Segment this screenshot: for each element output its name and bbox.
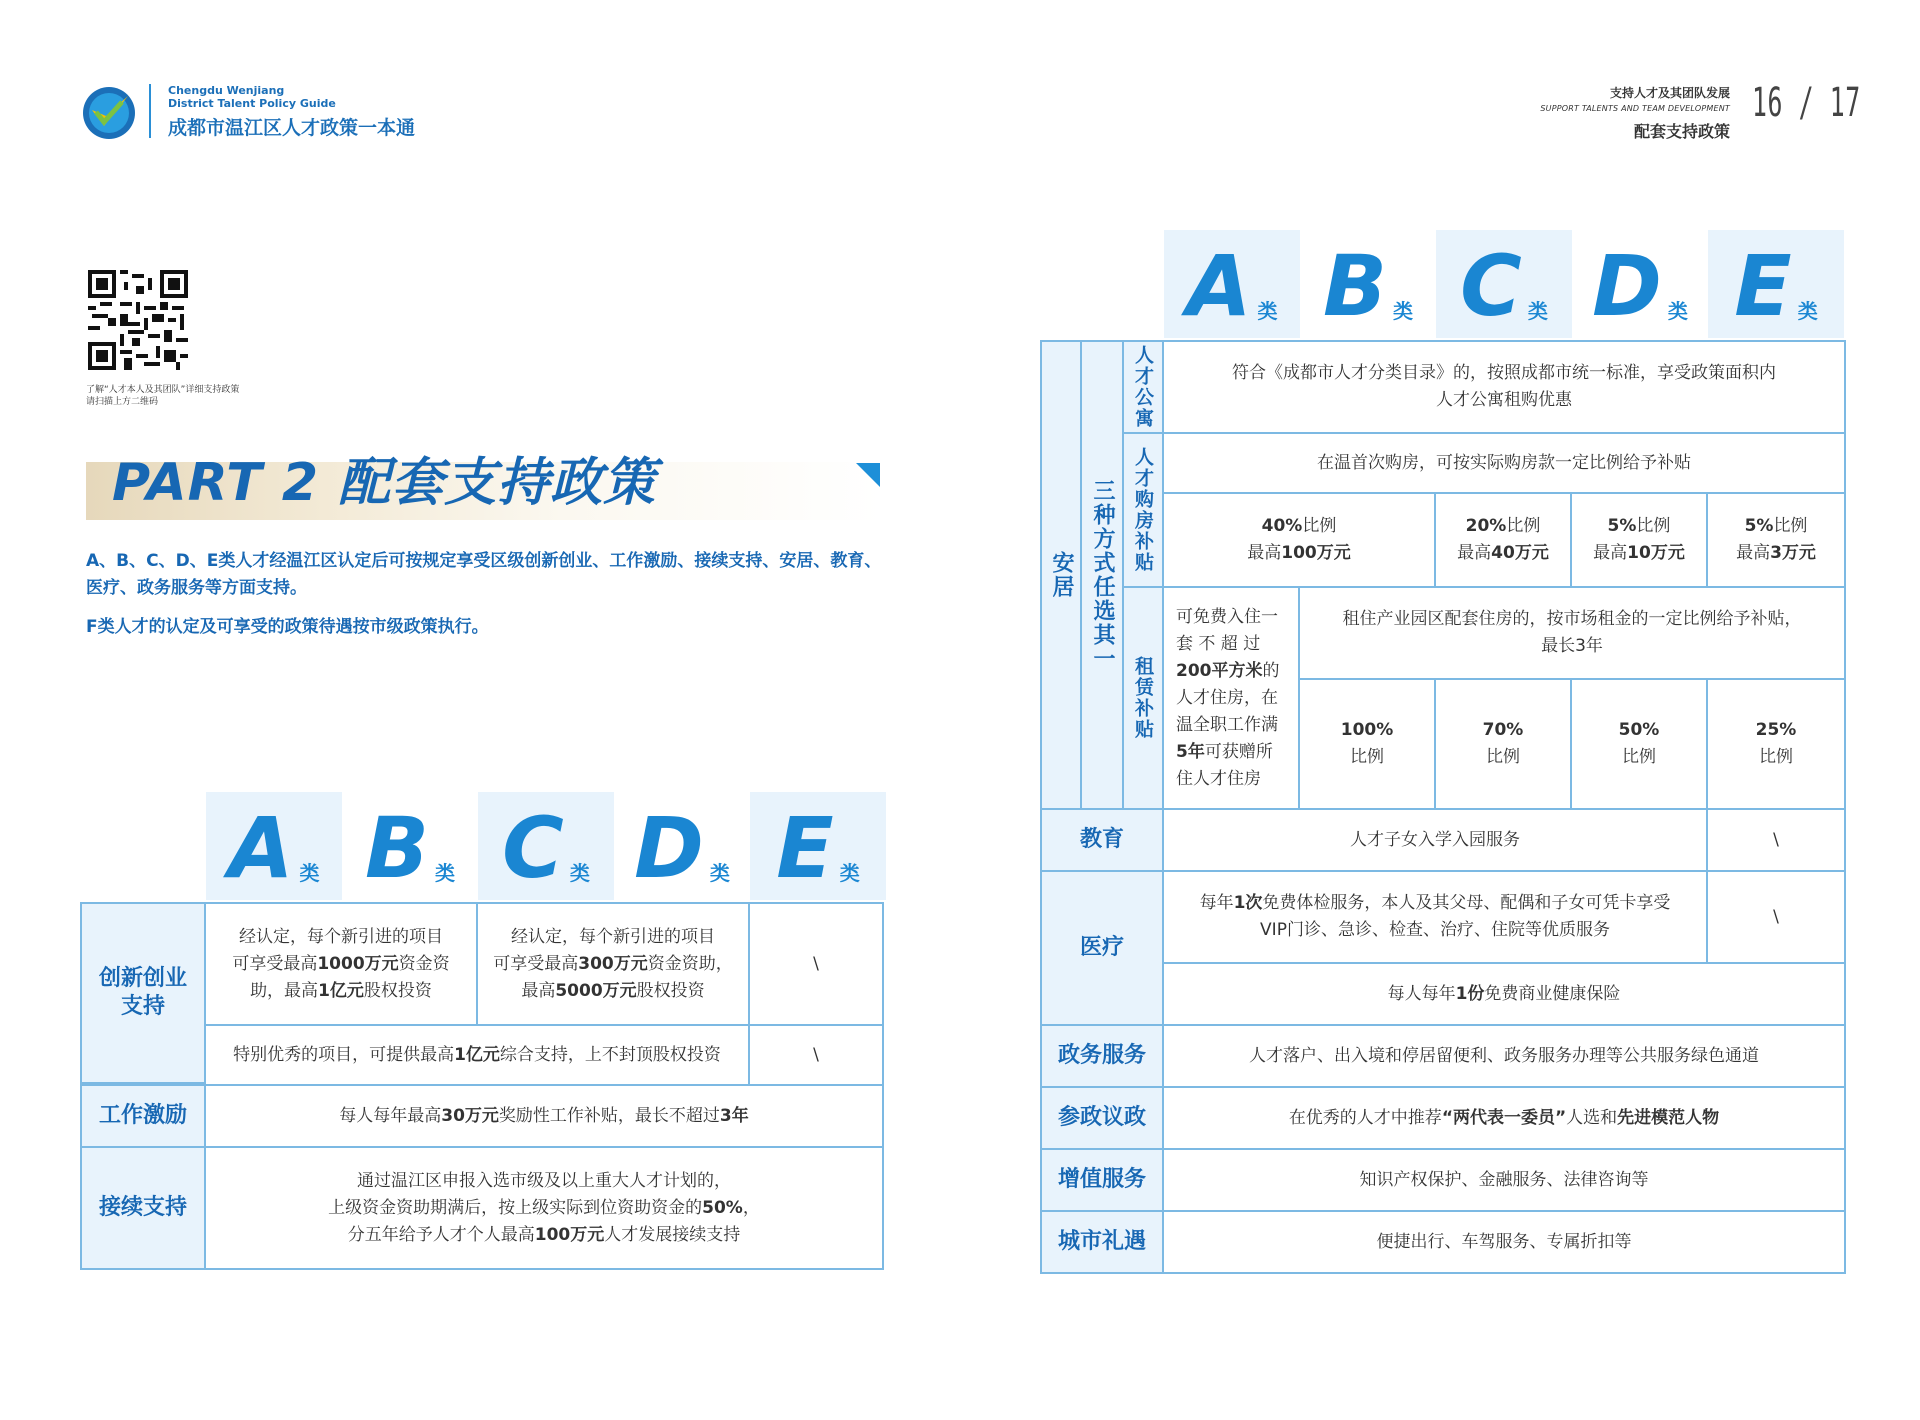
cell-house-purchase-intro: 在温首次购房，可按实际购房款一定比例给予补贴 bbox=[1162, 432, 1846, 494]
cell-special-e: \ bbox=[748, 1024, 884, 1086]
category-header-d-right: D 类 bbox=[1592, 237, 1688, 335]
category-header-a-right: A 类 bbox=[1164, 230, 1300, 338]
cell-medical-checkup: 每年1次免费体检服务，本人及其父母、配偶和子女可凭卡享受 VIP门诊、急诊、检查、治疗、住院等优质服务 bbox=[1162, 870, 1708, 964]
cell-innovation-ab: 经认定，每个新引进的项目 可享受最高1000万元资金资 助，最高1亿元股权投资 bbox=[204, 902, 478, 1026]
cell-special-project: 特别优秀的项目，可提供最高1亿元综合支持，上不封顶股权投资 bbox=[204, 1024, 750, 1086]
cell-purchase-d: 5%比例 最高10万元 bbox=[1570, 492, 1708, 588]
cell-education: 人才子女入学入园服务 bbox=[1162, 808, 1708, 872]
cell-innovation-cd: 经认定，每个新引进的项目 可享受最高300万元资金资助， 最高5000万元股权投资 bbox=[476, 902, 750, 1026]
cell-work-incentive: 每人每年最高30万元奖励性工作补贴，最长不超过3年 bbox=[204, 1084, 884, 1148]
logo-divider bbox=[149, 84, 151, 138]
page-number: 16 / 17 bbox=[1752, 80, 1861, 126]
cell-medical-insurance: 每人每年1份免费商业健康保险 bbox=[1162, 962, 1846, 1026]
housing-choose-one: 三种方式任选其一 bbox=[1080, 340, 1124, 810]
row-label-innovation: 创新创业支持 bbox=[80, 902, 206, 1084]
qr-caption: 了解“人才本人及其团队”详细支持政策 请扫描上方二维码 bbox=[86, 385, 240, 407]
cell-rent-d: 50% 比例 bbox=[1570, 678, 1708, 810]
logo-chinese-title: 成都市温江区人才政策一本通 bbox=[168, 117, 416, 139]
cell-rent-a: 可免费入住一 套 不 超 过 200平方米的 人才住房，在 温全职工作满 5年可获赠所 住人才住房 bbox=[1162, 586, 1300, 810]
cell-political: 在优秀的人才中推荐“两代表一委员”人选和先进模范人物 bbox=[1162, 1086, 1846, 1150]
row-label-continuation: 接续支持 bbox=[80, 1146, 206, 1270]
category-header-c-right: C 类 bbox=[1436, 230, 1572, 338]
row-label-talent-apartment: 人才公寓 bbox=[1122, 340, 1164, 434]
row-label-house-purchase: 人才购房补贴 bbox=[1122, 432, 1164, 588]
row-label-rent-subsidy: 租赁补贴 bbox=[1122, 586, 1164, 810]
category-header-a: A 类 bbox=[206, 792, 342, 900]
row-label-city-courtesy: 城市礼遇 bbox=[1040, 1210, 1164, 1274]
cell-education-e: \ bbox=[1706, 808, 1846, 872]
row-label-housing: 安居 bbox=[1040, 340, 1082, 810]
row-label-work-incentive: 工作激励 bbox=[80, 1084, 206, 1148]
part-title: PART 2 配套支持政策 bbox=[112, 453, 657, 513]
cell-innovation-e: \ bbox=[748, 902, 884, 1026]
row-label-political: 参政议政 bbox=[1040, 1086, 1164, 1150]
category-header-b-right: B 类 bbox=[1322, 237, 1414, 335]
district-logo-icon bbox=[82, 86, 136, 140]
cell-rent-intro: 租住产业园区配套住房的，按市场租金的一定比例给予补贴， 最长3年 bbox=[1298, 586, 1846, 680]
cell-rent-e: 25% 比例 bbox=[1706, 678, 1846, 810]
cell-purchase-c: 20%比例 最高40万元 bbox=[1434, 492, 1572, 588]
row-label-education: 教育 bbox=[1040, 808, 1164, 872]
category-header-e-right: E 类 bbox=[1708, 230, 1844, 338]
row-label-medical: 医疗 bbox=[1040, 870, 1164, 1026]
cell-rent-b: 100% 比例 bbox=[1298, 678, 1436, 810]
intro-paragraph: A、B、C、D、E类人才经温江区认定后可按规定享受区级创新创业、工作激励、接续支持、安居、教育、医疗、政务服务等方面支持。 bbox=[86, 551, 882, 598]
qr-code-icon[interactable] bbox=[88, 270, 188, 370]
section-header: 支持人才及其团队发展 SUPPORT TALENTS AND TEAM DEVELOPMENT 配套支持政策 bbox=[1540, 86, 1730, 141]
cell-purchase-ab: 40%比例 最高100万元 bbox=[1162, 492, 1436, 588]
row-label-value-added: 增值服务 bbox=[1040, 1148, 1164, 1212]
cell-medical-e: \ bbox=[1706, 870, 1846, 964]
intro-note: F类人才的认定及可享受的政策待遇按市级政策执行。 bbox=[86, 617, 489, 637]
cell-gov-services: 人才落户、出入境和停居留便利、政务服务办理等公共服务绿色通道 bbox=[1162, 1024, 1846, 1088]
cell-talent-apartment: 符合《成都市人才分类目录》的，按照成都市统一标准，享受政策面积内 人才公寓租购优惠 bbox=[1162, 340, 1846, 434]
category-header-b: B 类 bbox=[364, 799, 456, 897]
category-header-d: D 类 bbox=[634, 799, 730, 897]
category-header-c: C 类 bbox=[478, 792, 614, 900]
cell-value-added: 知识产权保护、金融服务、法律咨询等 bbox=[1162, 1148, 1846, 1212]
cell-purchase-e: 5%比例 最高3万元 bbox=[1706, 492, 1846, 588]
logo-english-title: Chengdu Wenjiang District Talent Policy Guide bbox=[168, 84, 336, 110]
row-label-gov-services: 政务服务 bbox=[1040, 1024, 1164, 1088]
cell-continuation: 通过温江区申报入选市级及以上重大人才计划的， 上级资金资助期满后，按上级实际到位资助资金的50%， 分五年给予人才个人最高100万元人才发展接续支持 bbox=[204, 1146, 884, 1270]
cell-city-courtesy: 便捷出行、车驾服务、专属折扣等 bbox=[1162, 1210, 1846, 1274]
banner-corner-decoration bbox=[856, 463, 880, 487]
category-header-e: E 类 bbox=[750, 792, 886, 900]
cell-rent-c: 70% 比例 bbox=[1434, 678, 1572, 810]
